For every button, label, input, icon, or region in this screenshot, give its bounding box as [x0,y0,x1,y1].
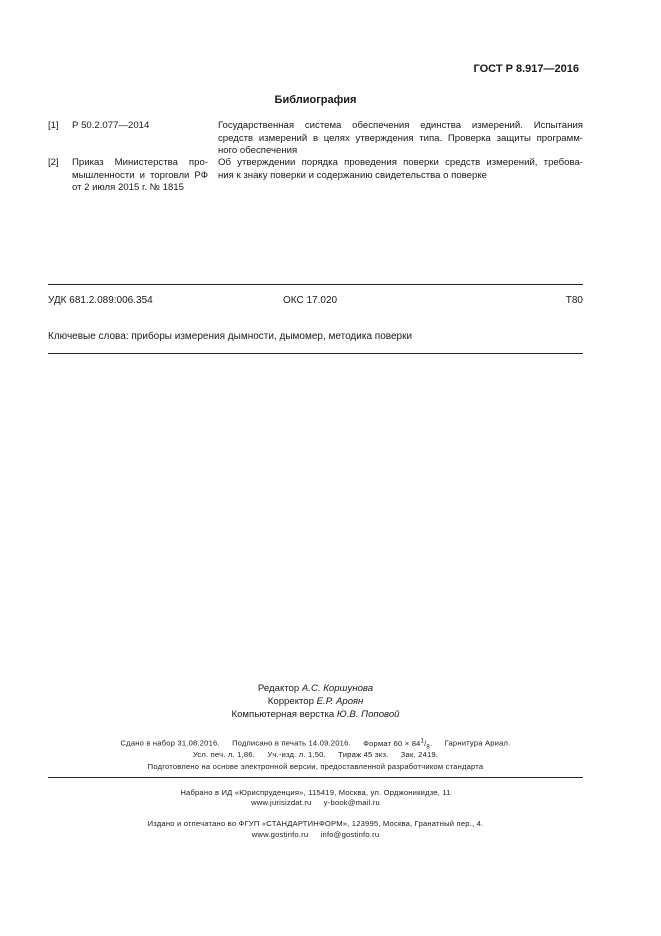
publisher-email-link[interactable]: info@gostinfo.ru [320,830,380,839]
imprint-prepared: Подготовлено на основе электронной версии, предоставленной разработчиком стандарта [147,762,484,771]
divider [48,284,583,285]
bibliography-title: Библиография [274,94,357,106]
keywords: Ключевые слова: приборы измерения дымности, дымомер, методика поверки [48,331,413,342]
typesetter-address: Набрано в ИД «Юриспруденция», 115419, Москва, ул. Орджоникидзе, 11 [180,788,451,797]
imprint-sheets: Усл. печ. л. 1,86. Уч.-изд. л. 1,50. Тираж 45 экз. Зак. 2419. [192,750,439,759]
udk-code: УДК 681.2.089:006.354 [48,295,153,306]
entry-number: [1] [48,120,59,131]
corrector-credit: Корректор Е.Р. Ароян [267,696,364,707]
typesetter-site-link[interactable]: www.jurisizdat.ru [251,798,312,807]
category-code: Т80 [565,295,583,306]
publisher-contacts [0,830,631,839]
divider [48,353,583,354]
standard-header: ГОСТ Р 8.917—2016 [473,63,579,75]
entry-description: Государственная система обеспечения единства измерений. Испытания средств измерений в целях утверждения типа. Проверка защиты программ- ного обеспечения [218,120,583,156]
oks-code: ОКС 17.020 [283,295,338,306]
editor-credit: Редактор А.С. Коршунова [257,683,374,694]
publisher-site-link[interactable]: www.gostinfo.ru [251,830,309,839]
divider [48,777,583,778]
bibliography-entry [48,157,583,197]
entry-source: Р 50.2.077—2014 [72,120,150,131]
publisher-address: Издано и отпечатано во ФГУП «СТАНДАРТИНФОРМ», 123995, Москва, Гранатный пер., 4. [147,819,484,828]
bibliography-entry [48,120,583,160]
entry-description: Об утверждении порядка проведения поверки средств измерений, требова- ния к знаку поверки и содержанию свидетельства о поверке [218,157,583,181]
typesetter-contacts [0,798,631,807]
entry-number: [2] [48,157,59,168]
imprint-dates: Сдано в набор 31.08.2016. Подписано в печать 14.09.2016. Формат $60 \times 84^1/_8$. Гарнитура Ариал. [120,738,511,751]
typesetter-email-link[interactable]: y-book@mail.ru [323,798,380,807]
layout-credit: Компьютерная верстка Ю.В. Поповой [231,709,400,720]
entry-source: Приказ Министерства про- мышленности и торговли РФ от 2 июля 2015 г. № 1815 [72,157,208,193]
